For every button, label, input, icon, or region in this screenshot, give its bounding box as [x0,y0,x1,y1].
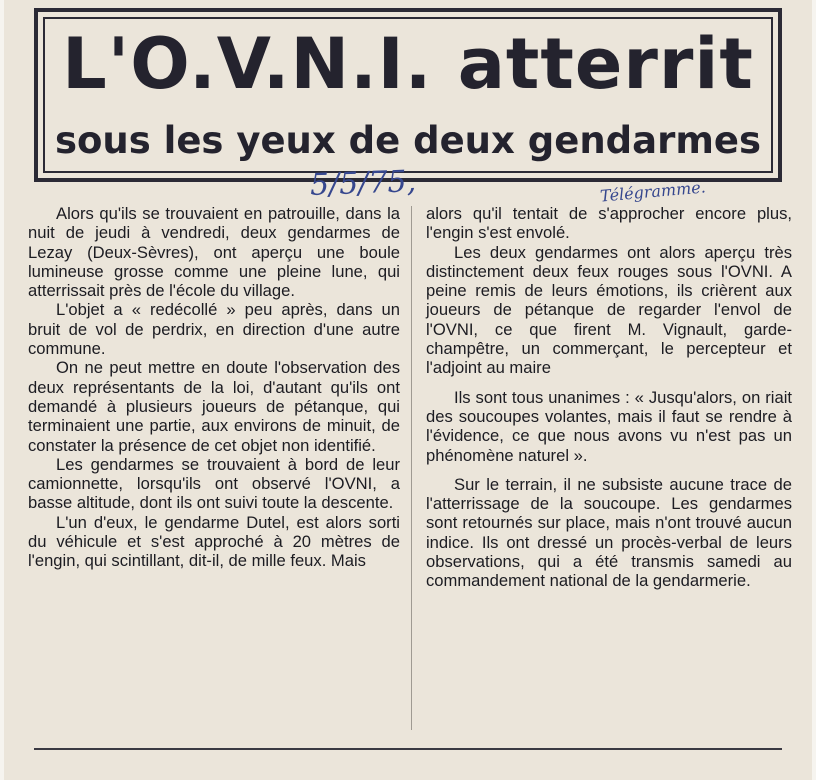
paragraph: Alors qu'ils se trouvaient en patrouille, dans la nuit de jeudi à vendredi, deux gendarmes de Lezay (Deux-Sèvres), ont aperçu une boule lumineuse grosse comme une pleine lune, qui atterrissait près de l'école du village. [28,204,400,301]
paragraph: Les deux gendarmes ont alors aperçu très distinctement deux feux rouges sous l'OVNI. A peine remis de leurs émotions, ils crièrent aux joueurs de pétanque de regarder l'envol de l'OVNI, ce que firent M. Vignault, garde-champêtre, un commerçant, le percepteur et l'adjoint au maire [426,242,792,378]
subheadline: sous les yeux de deux gendarmes [54,119,762,162]
paragraph: alors qu'il tentait de s'approcher encore plus, l'engin s'est envolé. [426,204,792,243]
paragraph: L'objet a « redécollé » peu après, dans un bruit de vol de perdrix, en direction d'une autre commune. [28,300,400,359]
paragraph: Les gendarmes se trouvaient à bord de leur camionnette, lorsqu'ils ont observé l'OVNI, a basse altitude, dont ils ont suivi toute la descente. [28,454,400,513]
article-right-column [426,204,792,591]
paragraph-gap [426,378,792,388]
paragraph: Sur le terrain, il ne subsiste aucune trace de l'atterrissage de la soucoupe. Les gendarmes sont retournés sur place, mais n'ont trouvé aucun indice. Ils ont dressé un procès-verbal de leurs observations, qui a été transmis samedi au commandement national de la gendarmerie. [426,474,792,591]
handwritten-source-note: Télégramme. [599,177,707,206]
paragraph: Ils sont tous unanimes : « Jusqu'alors, on riait des soucoupes volantes, mais il faut se rendre à l'évidence, ce que nous avons vu n'est pas un phénomène naturel ». [426,387,792,465]
bottom-rule [34,748,782,750]
headline: L'O.V.N.I. atterrit [62,23,754,105]
headline-box [34,8,782,182]
paragraph-gap [426,465,792,475]
paragraph: On ne peut mettre en doute l'observation des deux représentants de la loi, d'autant qu'ils ont demandé à plusieurs joueurs de pétanque, qui terminaient une partie, aux environs de minuit, de constater la présence de cet objet non identifié. [28,358,400,455]
column-divider [411,206,412,730]
paragraph: L'un d'eux, le gendarme Dutel, est alors sorti du véhicule et s'est approché à 20 mètres de l'engin, qui scintillant, dit-il, de mille feux. Mais [28,512,400,571]
handwritten-date: 5/5/75, [309,164,417,203]
article-left-column [28,204,400,571]
